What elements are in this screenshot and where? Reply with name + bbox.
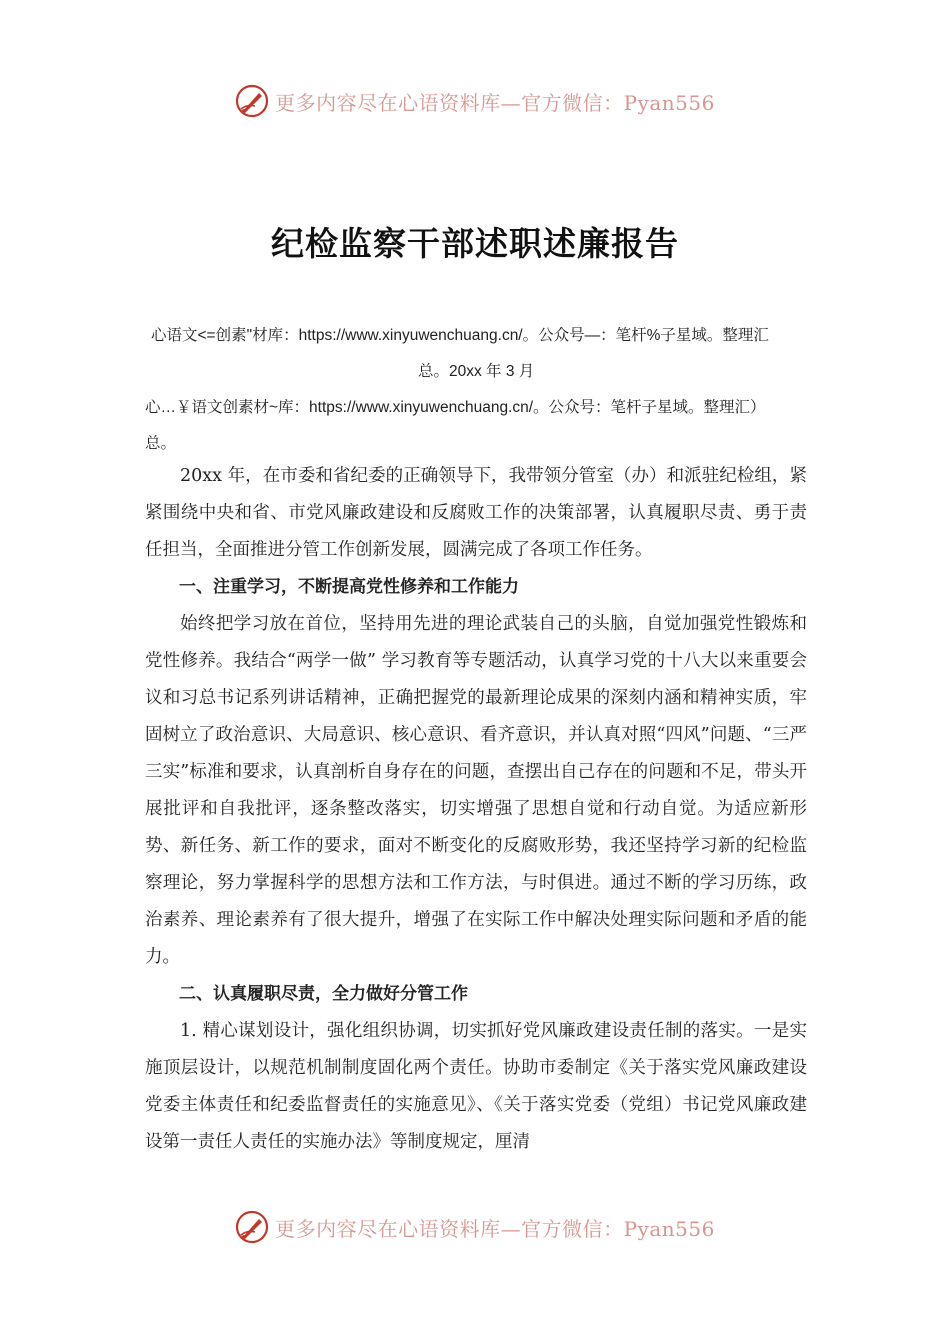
header-banner-text: 更多内容尽在心语资料库—官方微信：Pyan556 bbox=[275, 90, 715, 115]
document-body bbox=[145, 458, 807, 1161]
source-line-4: 总。 bbox=[145, 435, 177, 452]
body-paragraph: 20xx 年，在市委和省纪委的正确领导下，我带领分管室（办）和派驻纪检组，紧紧围绕中央和省、市党风廉政建设和反腐败工作的决策部署，认真履职尽责、勇于责任担当，全面推进分管工作创新发展，圆满完成了各项工作任务。 bbox=[145, 466, 807, 560]
document-title: 纪检监察干部述职述廉报告 bbox=[271, 224, 679, 263]
section-heading-2: 二、认真履职尽责，全力做好分管工作 bbox=[179, 984, 468, 1004]
body-paragraph: 1. 精心谋划设计，强化组织协调，切实抓好党风廉政建设责任制的落实。一是实施顶层设计，以规范机制制度固化两个责任。协助市委制定《关于落实党风廉政建设党委主体责任和纪委监督责任的实施意见》、《关于落实党委（党组）书记党风廉政建设第一责任人责任的实施办法》等制度规定，厘清 bbox=[145, 1021, 807, 1152]
footer-banner-text: 更多内容尽在心语资料库—官方微信：Pyan556 bbox=[275, 1216, 715, 1241]
source-line-3: 心…￥语文创素材~库：https://www.xinyuwenchuang.cn/。公众号：笔杆子星域。整理汇） bbox=[145, 399, 766, 416]
footer-watermark-banner bbox=[0, 1210, 950, 1244]
header-watermark-banner bbox=[0, 84, 950, 118]
quill-pen-logo-icon bbox=[235, 1210, 269, 1244]
quill-pen-logo-icon bbox=[235, 84, 269, 118]
body-paragraph: 始终把学习放在首位，坚持用先进的理论武装自己的头脑，自觉加强党性锻炼和党性修养。我结合“两学一做” 学习教育等专题活动，认真学习党的十八大以来重要会议和习总书记系列讲话精神，正确把握党的最新理论成果的深刻内涵和精神实质，牢固树立了政治意识、大局意识、核心意识、看齐意识，并认真对照“四风”问题、“三严三实”标准和要求，认真剖析自身存在的问题，查摆出自己存在的问题和不足，带头开展批评和自我批评，逐条整改落实，切实增强了思想自觉和行动自觉。为适应新形势、新任务、新工作的要求，面对不断变化的反腐败形势，我还坚持学习新的纪检监察理论，努力掌握科学的思想方法和工作方法，与时俱进。通过不断的学习历练，政治素养、理论素养有了很大提升，增强了在实际工作中解决处理实际问题和矛盾的能力。 bbox=[145, 614, 807, 967]
source-line-1: 心语文<=创素"材库：https://www.xinyuwenchuang.cn/。公众号—：笔杆%子星域。整理汇 bbox=[151, 327, 769, 344]
section-heading-1: 一、注重学习，不断提高党性修养和工作能力 bbox=[179, 577, 519, 597]
source-line-2: 总。20xx 年 3 月 bbox=[418, 363, 535, 380]
